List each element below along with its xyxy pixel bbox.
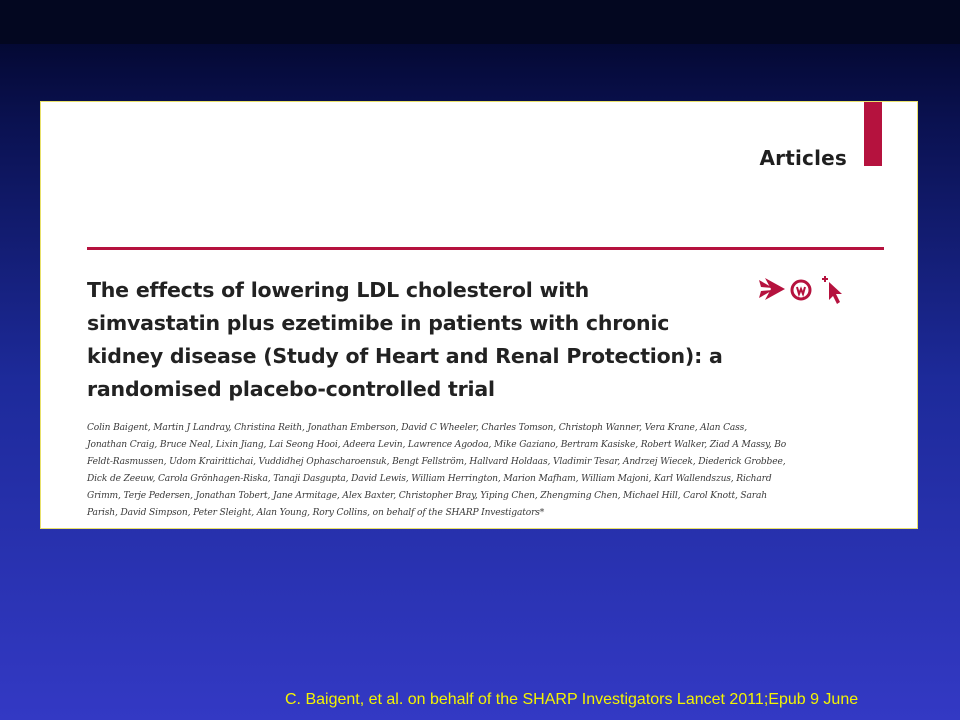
web-first-icon	[792, 281, 810, 299]
article-badges	[757, 274, 847, 314]
click-icon	[822, 276, 842, 304]
section-tab-marker	[864, 102, 882, 166]
title-divider	[87, 247, 884, 250]
author-list: Colin Baigent, Martin J Landray, Christina Reith, Jonathan Emberson, David C Wheeler, Charles Tomson, Christoph Wanner, Vera Krane, Alan Cass, Jonathan Craig, Bruce Neal, Lixin Jiang, Lai Seong Hooi, Adeera Levin, Lawrence Agodoa, Mike Gaziano, Bertram Kasiske, Robert Walker, Ziad A Massy, Bo Feldt-Rasmussen, Udom Krairittichai, Vuddidhej Ophascharoensuk, Bengt Fellström, Hallvard Holdaas, Vladimir Tesar, Andrzej Wiecek, Diederick Grobbee, Dick de Zeeuw, Carola Grönhagen-Riska, Tanaji Dasgupta, David Lewis, William Herrington, Marion Mafham, William Majoni, Karl Wallendszus, Richard Grimm, Terje Pedersen, Jonathan Tobert, Jane Armitage, Alex Baxter, Christopher Bray, Yiping Chen, Zhengming Chen, Michael Hill, Carol Knott, Sarah Parish, David Simpson, Peter Sleight, Alan Young, Rory Collins, on behalf of the SHARP Investigators*	[87, 423, 787, 518]
slide-top-band	[0, 0, 960, 44]
article-title: The effects of lowering LDL cholesterol with simvastatin plus ezetimibe in patients with chronic kidney disease (Study of Heart and Renal Protection): a randomised placebo-controlled trial	[87, 278, 723, 401]
citation-footer: C. Baigent, et al. on behalf of the SHARP Investigators Lancet 2011;Epub 9 June	[285, 691, 859, 708]
fast-track-icon	[759, 278, 785, 300]
section-label: Articles	[759, 146, 847, 170]
article-header-image	[40, 101, 918, 529]
